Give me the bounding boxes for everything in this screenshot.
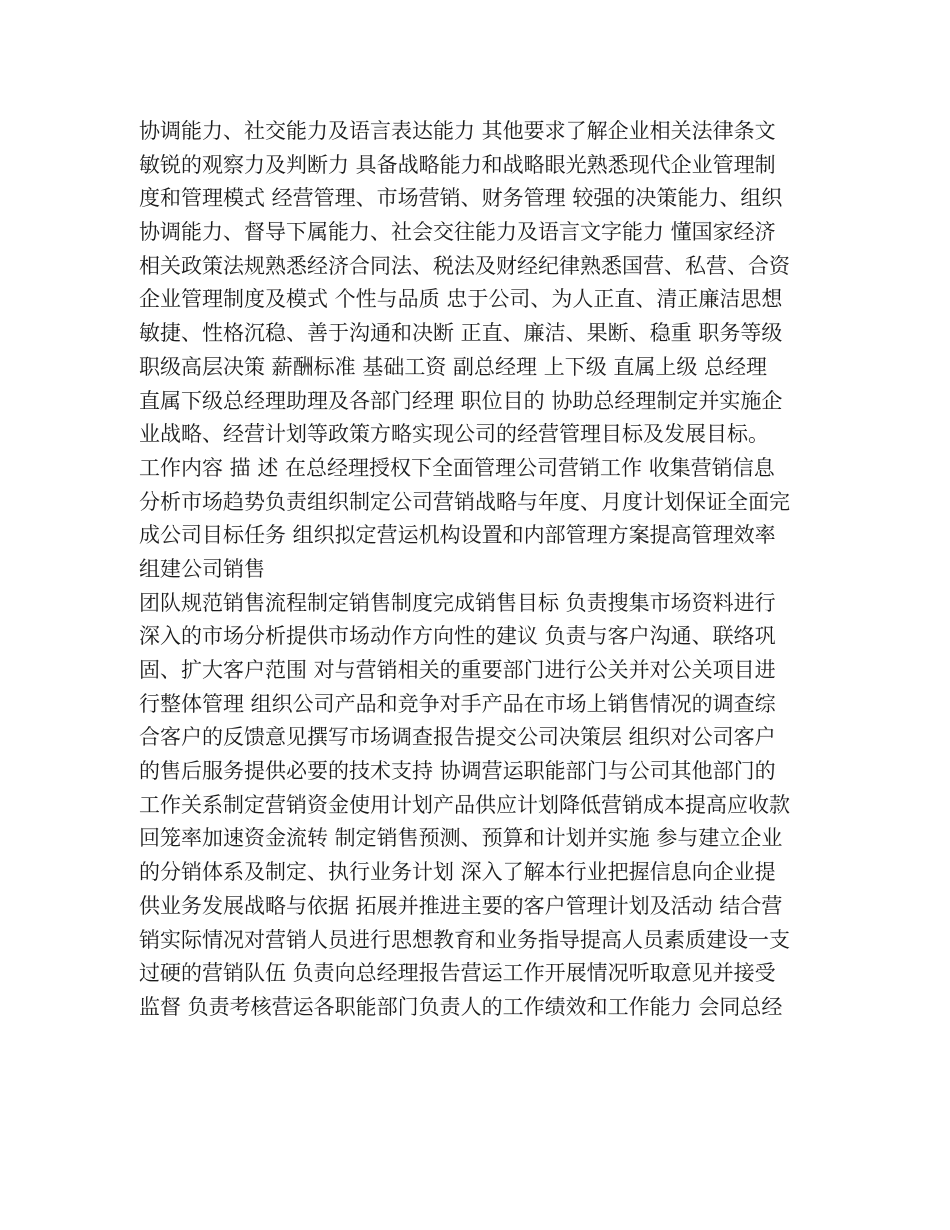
text-line: 相关政策法规熟悉经济合同法、税法及财经纪律熟悉国营、私营、合资 bbox=[139, 253, 790, 278]
text-line: 固、扩大客户范围 对与营销相关的重要部门进行公关并对公关项目进 bbox=[139, 658, 776, 682]
text-line: 的分销体系及制定、执行业务计划 深入了解本行业把握信息向企业提 bbox=[139, 860, 776, 885]
text-line: 的售后服务提供必要的技术支持 协调营运职能部门与公司其他部门的 bbox=[139, 759, 776, 784]
text-line: 度和管理模式 经营管理、市场营销、财务管理 较强的决策能力、组织 bbox=[139, 186, 783, 211]
body-text bbox=[139, 115, 819, 1025]
text-line: 敏捷、性格沉稳、善于沟通和决断 正直、廉洁、果断、稳重 职务等级 bbox=[139, 321, 783, 346]
text-line: 直属下级总经理助理及各部门经理 职位目的 协助总经理制定并实施企 bbox=[139, 388, 783, 413]
text-line: 销实际情况对营销人员进行思想教育和业务指导提高人员素质建设一支 bbox=[139, 927, 790, 952]
text-line: 过硬的营销队伍 负责向总经理报告营运工作开展情况听取意见并接受 bbox=[139, 961, 776, 986]
text-line: 监督 负责考核营运各职能部门负责人的工作绩效和工作能力 会同总经 bbox=[139, 994, 783, 1019]
text-line: 供业务发展战略与依据 拓展并推进主要的客户管理计划及活动 结合营 bbox=[139, 893, 783, 918]
text-line: 行整体管理 组织公司产品和竞争对手产品在市场上销售情况的调查综 bbox=[139, 691, 776, 716]
text-line: 业战略、经营计划等政策方略实现公司的经营管理目标及发展目标。 bbox=[139, 422, 769, 447]
text-line: 工作内容 描 述 在总经理授权下全面管理公司营销工作 收集营销信息 bbox=[139, 455, 775, 480]
text-line: 成公司目标任务 组织拟定营运机构设置和内部管理方案提高管理效率 bbox=[139, 523, 776, 548]
text-line: 分析市场趋势负责组织制定公司营销战略与年度、月度计划保证全面完 bbox=[139, 489, 790, 514]
text-line: 协调能力、社交能力及语言表达能力 其他要求了解企业相关法律条文 bbox=[139, 119, 776, 143]
text-line: 工作关系制定营销资金使用计划产品供应计划降低营销成本提高应收款 bbox=[139, 792, 790, 817]
text-line: 组建公司销售 bbox=[139, 556, 265, 581]
text-line: 团队规范销售流程制定销售制度完成销售目标 负责搜集市场资料进行 bbox=[139, 590, 776, 615]
text-line: 企业管理制度及模式 个性与品质 忠于公司、为人正直、清正廉洁思想 bbox=[139, 287, 783, 312]
text-line: 回笼率加速资金流转 制定销售预测、预算和计划并实施 参与建立企业 bbox=[139, 826, 783, 851]
text-line: 敏锐的观察力及判断力 具备战略能力和战略眼光熟悉现代企业管理制 bbox=[139, 152, 776, 177]
text-line: 协调能力、督导下属能力、社会交往能力及语言文字能力 懂国家经济 bbox=[139, 220, 776, 245]
text-line: 合客户的反馈意见撰写市场调查报告提交公司决策层 组织对公司客户 bbox=[139, 725, 776, 750]
text-line: 深入的市场分析提供市场动作方向性的建议 负责与客户沟通、联络巩 bbox=[139, 624, 776, 649]
text-line: 职级高层决策 薪酬标准 基础工资 副总经理 上下级 直属上级 总经理 bbox=[139, 354, 768, 379]
